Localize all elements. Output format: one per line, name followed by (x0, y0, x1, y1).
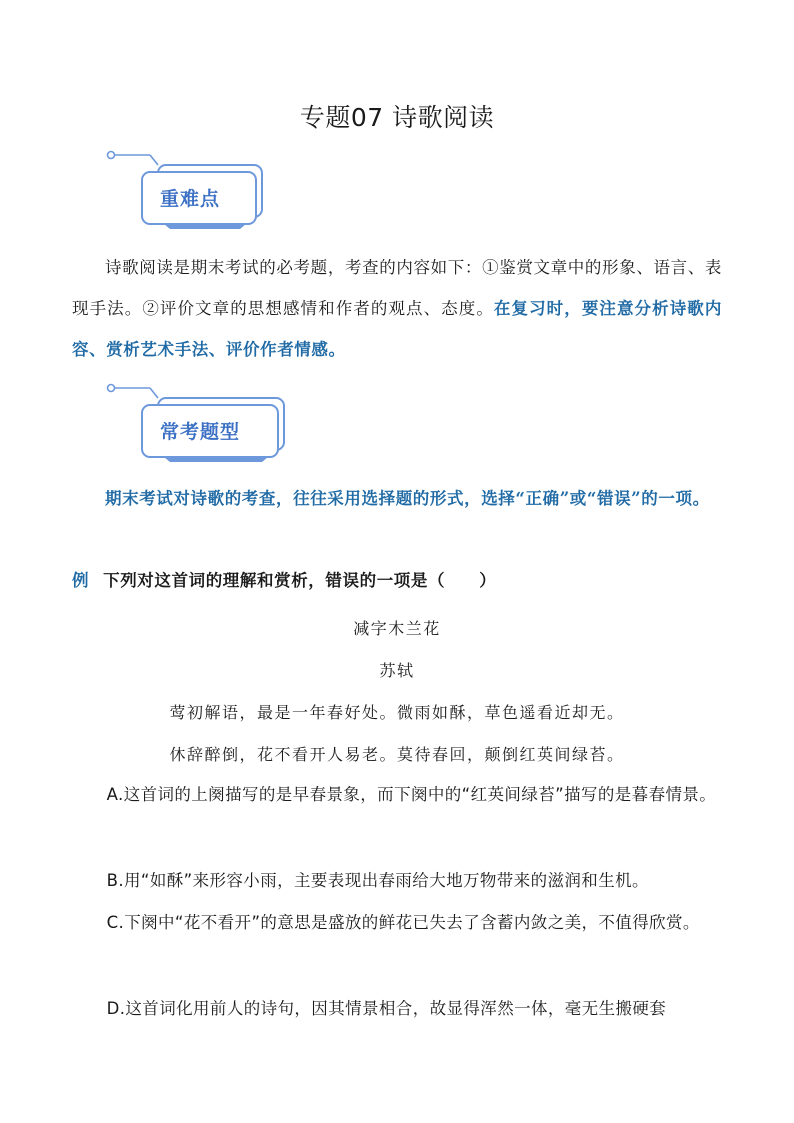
key-points-badge (106, 150, 296, 230)
example-tag: 例 (72, 571, 90, 590)
common-types-badge (106, 383, 296, 463)
poem-title: 减字木兰花 (353, 619, 441, 638)
key-points-label: 重难点 (160, 188, 221, 210)
common-types-paragraph: 期末考试对诗歌的考查，往往采用选择题的形式，选择“正确”或“错误”的一项。 (105, 489, 710, 508)
example-question-text: 下列对这首词的理解和赏析，错误的一项是（ ） (103, 571, 497, 590)
example-question (72, 567, 722, 591)
option-b: B.用“如酥”来形容小雨，主要表现出春雨给大地万物带来的滋润和生机。 (106, 871, 649, 890)
intro-highlight: 在复习时，要注意分析诗歌内容、赏析艺术手法、评价作者情感。 (72, 299, 722, 359)
poem-line: 莺初解语，最是一年春好处。微雨如酥，草色遥看近却无。 (169, 703, 625, 722)
option-c: C.下阕中“花不看开”的意思是盛放的鲜花已失去了含蓄内敛之美，不值得欣赏。 (106, 913, 700, 932)
poem-author: 苏轼 (379, 661, 415, 680)
option-d: D.这首词化用前人的诗句，因其情景相合，故显得浑然一体，毫无生搬硬套 (106, 999, 667, 1018)
common-types-label: 常考题型 (160, 421, 241, 443)
poem-line: 休辞醉倒，花不看开人易老。莫待春回，颠倒红英间绿苔。 (169, 745, 625, 764)
intro-text: 诗歌阅读是期末考试的必考题，考查的内容如下：①鉴赏文章中的形象、语言、表现手法。②评价文章的思想感情和作者的观点、态度。 (72, 258, 722, 318)
page-title: 专题07 诗歌阅读 (299, 103, 495, 132)
option-a: A.这首词的上阕描写的是早春景象，而下阕中的“红英间绿苔”描写的是暮春情景。 (106, 785, 717, 804)
intro-paragraph (72, 247, 722, 370)
